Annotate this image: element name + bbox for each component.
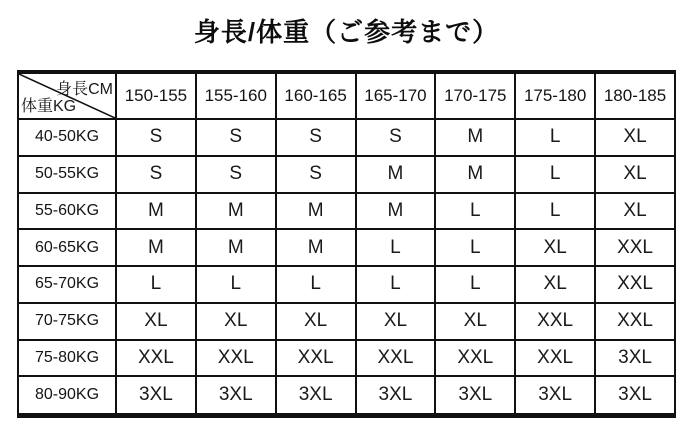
size-cell: S <box>276 156 356 193</box>
size-cell: XL <box>595 193 675 230</box>
table-row <box>18 229 675 266</box>
size-table-body <box>18 119 675 416</box>
table-row <box>18 266 675 303</box>
size-cell: 3XL <box>196 376 276 415</box>
size-cell: XXL <box>356 340 436 377</box>
size-cell: 3XL <box>595 376 675 415</box>
table-row <box>18 340 675 377</box>
size-cell: XL <box>435 303 515 340</box>
weight-range-label: 75-80KG <box>18 340 116 377</box>
size-cell: L <box>116 266 196 303</box>
header-row <box>18 72 675 119</box>
size-chart-table <box>17 70 676 418</box>
size-cell: XL <box>276 303 356 340</box>
size-cell: L <box>515 193 595 230</box>
size-cell: M <box>116 193 196 230</box>
size-cell: L <box>435 229 515 266</box>
size-cell: XXL <box>515 340 595 377</box>
weight-range-label: 80-90KG <box>18 376 116 415</box>
size-cell: XXL <box>116 340 196 377</box>
page-title: 身長/体重（ご参考まで） <box>193 17 500 47</box>
height-range-header: 170-175 <box>435 72 515 119</box>
size-cell: 3XL <box>356 376 436 415</box>
size-cell: XXL <box>595 303 675 340</box>
size-cell: L <box>515 119 595 156</box>
size-cell: M <box>356 193 436 230</box>
size-cell: L <box>435 193 515 230</box>
weight-range-label: 55-60KG <box>18 193 116 230</box>
height-range-header: 150-155 <box>116 72 196 119</box>
size-cell: XL <box>515 229 595 266</box>
height-range-header: 175-180 <box>515 72 595 119</box>
height-axis-label: 身長CM <box>56 81 113 98</box>
weight-range-label: 40-50KG <box>18 119 116 156</box>
size-cell: XXL <box>595 229 675 266</box>
height-range-header: 155-160 <box>196 72 276 119</box>
size-cell: L <box>515 156 595 193</box>
size-cell: L <box>356 229 436 266</box>
corner-cell <box>18 72 116 119</box>
size-cell: 3XL <box>276 376 356 415</box>
size-cell: S <box>116 156 196 193</box>
size-cell: M <box>276 193 356 230</box>
size-cell: XL <box>116 303 196 340</box>
size-cell: L <box>356 266 436 303</box>
table-row <box>18 119 675 156</box>
height-range-header: 180-185 <box>595 72 675 119</box>
size-cell: XXL <box>515 303 595 340</box>
size-cell: M <box>435 119 515 156</box>
size-cell: 3XL <box>116 376 196 415</box>
weight-range-label: 70-75KG <box>18 303 116 340</box>
height-range-header: 160-165 <box>276 72 356 119</box>
size-cell: L <box>276 266 356 303</box>
size-cell: M <box>356 156 436 193</box>
size-cell: M <box>196 193 276 230</box>
size-cell: S <box>196 156 276 193</box>
size-cell: XXL <box>196 340 276 377</box>
size-cell: XL <box>356 303 436 340</box>
size-cell: M <box>196 229 276 266</box>
weight-range-label: 65-70KG <box>18 266 116 303</box>
size-cell: M <box>435 156 515 193</box>
size-cell: M <box>116 229 196 266</box>
size-cell: S <box>116 119 196 156</box>
size-cell: 3XL <box>595 340 675 377</box>
table-row <box>18 303 675 340</box>
size-cell: S <box>196 119 276 156</box>
table-row <box>18 193 675 230</box>
size-cell: M <box>276 229 356 266</box>
size-cell: L <box>196 266 276 303</box>
size-cell: XXL <box>595 266 675 303</box>
weight-axis-label: 体重KG <box>21 98 77 115</box>
size-cell: XL <box>595 156 675 193</box>
size-cell: XXL <box>435 340 515 377</box>
size-cell: 3XL <box>435 376 515 415</box>
weight-range-label: 50-55KG <box>18 156 116 193</box>
weight-range-label: 60-65KG <box>18 229 116 266</box>
size-cell: S <box>276 119 356 156</box>
size-cell: XL <box>196 303 276 340</box>
size-cell: L <box>435 266 515 303</box>
table-row <box>18 376 675 415</box>
table-row <box>18 156 675 193</box>
height-range-header: 165-170 <box>356 72 436 119</box>
size-cell: 3XL <box>515 376 595 415</box>
size-cell: XL <box>515 266 595 303</box>
size-cell: S <box>356 119 436 156</box>
size-cell: XXL <box>276 340 356 377</box>
size-cell: XL <box>595 119 675 156</box>
